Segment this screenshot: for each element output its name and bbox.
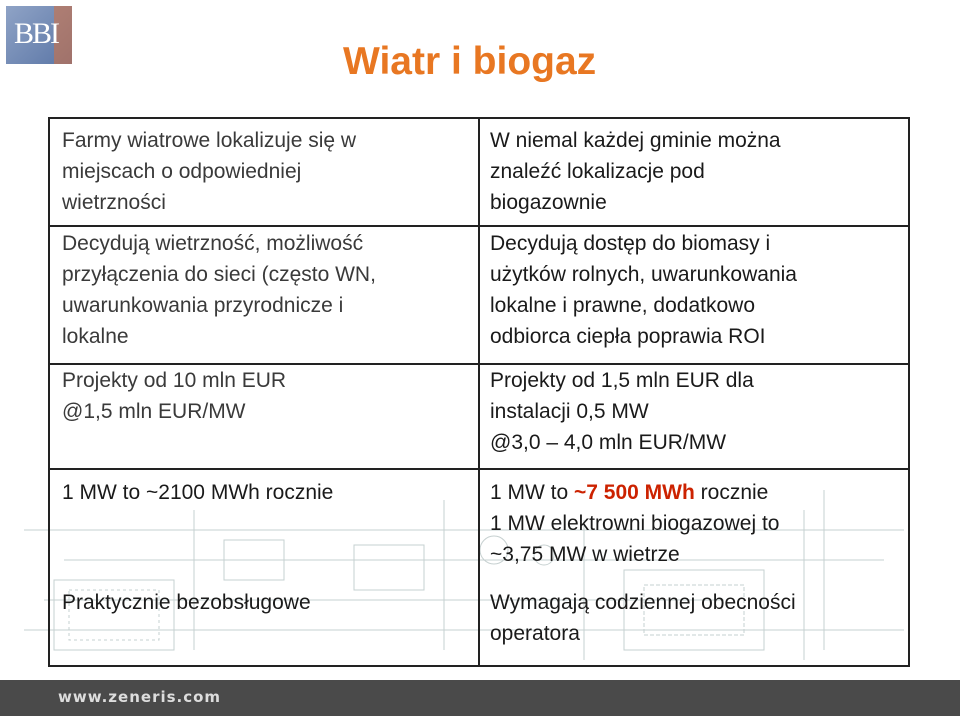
bbi-logo xyxy=(6,6,72,64)
logo-text: BBI xyxy=(14,17,59,50)
cell-biogas-location: W niemal każdej gminie można znaleźć lokalizacje pod biogazownie xyxy=(490,129,781,214)
page-title: Wiatr i biogaz xyxy=(343,40,597,83)
cell-wind-operation: Praktycznie bezobsługowe xyxy=(62,591,311,614)
highlighted-value: ~7 500 MWh xyxy=(574,481,695,504)
cell-biogas-factors: Decydują dostęp do biomasy i użytków rolnych, uwarunkowania lokalne i prawne, dodatkowo odbiorca ciepła poprawia ROI xyxy=(490,232,797,348)
cell-wind-factors: Decydują wietrzność, możliwość przyłączenia do sieci (często WN, uwarunkowania przyrodnicze i lokalne xyxy=(62,232,376,348)
cell-wind-location: Farmy wiatrowe lokalizuje się w miejscach o odpowiedniej wietrzności xyxy=(62,129,357,214)
footer-bar xyxy=(0,680,960,716)
cell-biogas-operation: Wymagają codziennej obecności operatora xyxy=(490,591,796,645)
table-column-divider xyxy=(478,117,480,667)
table-row-divider xyxy=(48,225,910,227)
cell-wind-output: 1 MW to ~2100 MWh rocznie xyxy=(62,481,334,504)
footer-url: www.zeneris.com xyxy=(58,688,222,706)
cell-biogas-output: 1 MW to ~7 500 MWh rocznie 1 MW elektrowni biogazowej to ~3,75 MW w wietrze xyxy=(490,481,780,566)
cell-biogas-projects: Projekty od 1,5 mln EUR dla instalacji 0,5 MW @3,0 – 4,0 mln EUR/MW xyxy=(490,369,754,454)
table-row-divider xyxy=(48,468,910,470)
cell-wind-projects: Projekty od 10 mln EUR @1,5 mln EUR/MW xyxy=(62,369,287,423)
